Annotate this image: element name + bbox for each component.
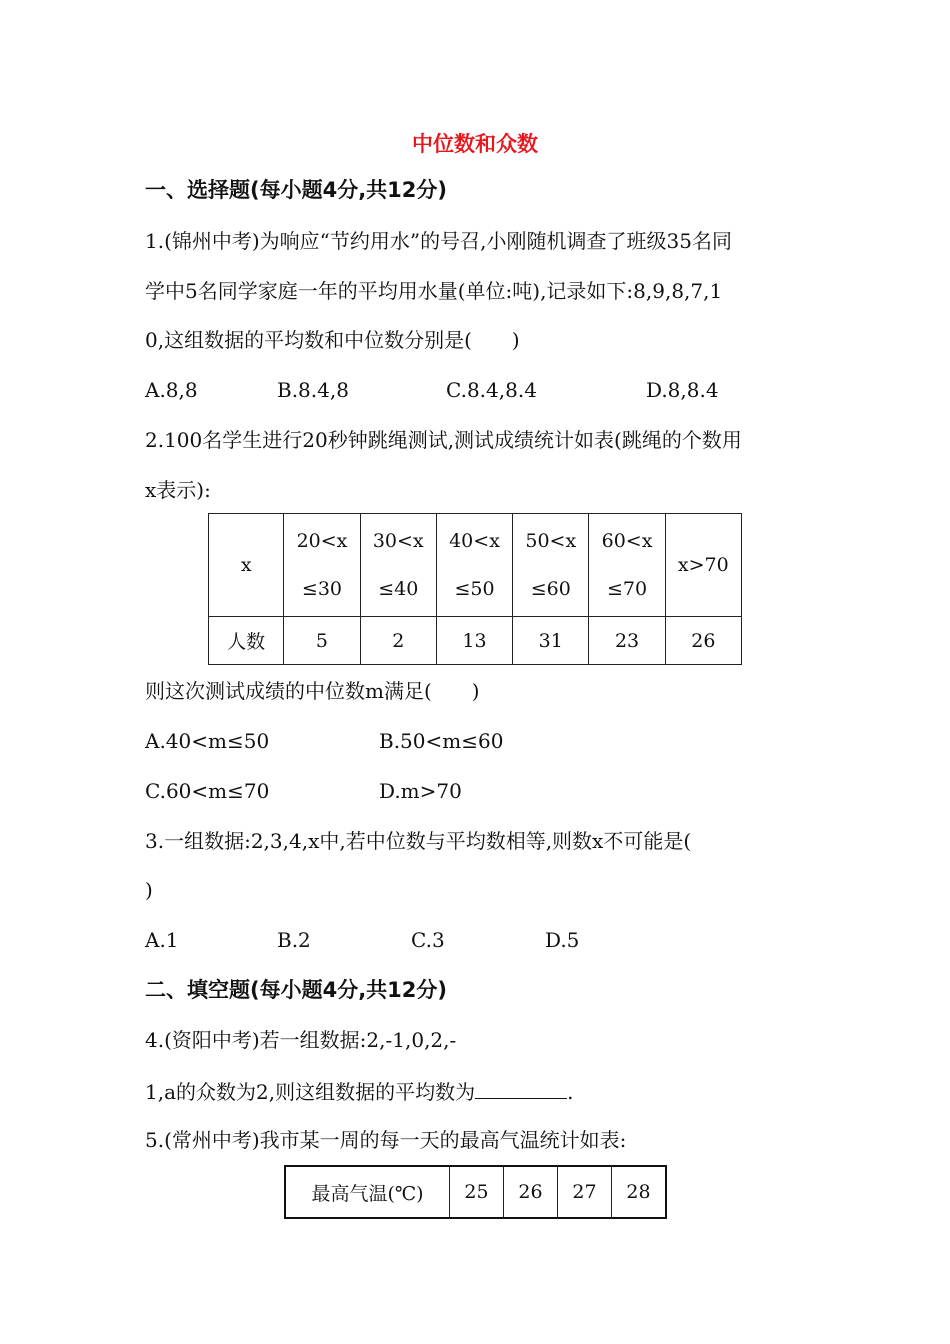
question-3-line-2: ) — [145, 878, 153, 902]
page-title: 中位数和众数 — [412, 132, 538, 156]
table-cell: 13 — [436, 617, 512, 665]
question-3-option-c: C.3 — [411, 928, 445, 952]
question-1-line-1: 1.(锦州中考)为响应“节约用水”的号召,小刚随机调查了班级35名同 — [145, 229, 732, 253]
question-1-option-a: A.8,8 — [145, 378, 198, 402]
table-cell: x — [209, 514, 284, 617]
table-row — [209, 617, 742, 665]
question-1-option-c: C.8.4,8.4 — [446, 378, 537, 402]
question-1-option-d: D.8,8.4 — [646, 378, 719, 402]
table-cell: 人数 — [209, 617, 284, 665]
section-heading-choice: 一、选择题(每小题4分,共12分) — [145, 178, 448, 202]
question-2-option-d: D.m>70 — [379, 779, 462, 803]
table-cell: 23 — [589, 617, 665, 665]
table-cell: 26 — [504, 1166, 558, 1218]
table-cell: 31 — [513, 617, 589, 665]
question-4-line-2: 1,a的众数为2,则这组数据的平均数为 . — [145, 1080, 574, 1104]
question-2-option-b: B.50<m≤60 — [379, 729, 504, 753]
table-cell: 20<x ≤30 — [284, 514, 360, 617]
question-1-option-b: B.8.4,8 — [277, 378, 349, 402]
max-temperature-table — [284, 1165, 667, 1219]
question-2-prompt: 则这次测试成绩的中位数m满足( ) — [145, 679, 480, 703]
question-2-option-c: C.60<m≤70 — [145, 779, 270, 803]
table-cell: 27 — [558, 1166, 612, 1218]
table-cell: 60<x ≤70 — [589, 514, 665, 617]
answer-blank[interactable] — [475, 1080, 567, 1099]
question-2-line-1: 2.100名学生进行20秒钟跳绳测试,测试成绩统计如表(跳绳的个数用 — [145, 428, 742, 452]
question-1-line-3: 0,这组数据的平均数和中位数分别是( ) — [145, 328, 520, 352]
table-cell: 30<x ≤40 — [360, 514, 436, 617]
question-3-line-1: 3.一组数据:2,3,4,x中,若中位数与平均数相等,则数x不可能是( — [145, 829, 692, 853]
question-5-line-1: 5.(常州中考)我市某一周的每一天的最高气温统计如表: — [145, 1128, 627, 1152]
table-cell: 40<x ≤50 — [436, 514, 512, 617]
table-cell: 26 — [665, 617, 741, 665]
question-2-option-a: A.40<m≤50 — [145, 729, 270, 753]
question-3-option-d: D.5 — [545, 928, 580, 952]
question-1-line-2: 学中5名同学家庭一年的平均用水量(单位:吨),记录如下:8,9,8,7,1 — [145, 279, 723, 303]
table-cell: 5 — [284, 617, 360, 665]
table-cell: 50<x ≤60 — [513, 514, 589, 617]
question-3-option-b: B.2 — [277, 928, 311, 952]
table-row — [285, 1166, 666, 1218]
question-4-line-1: 4.(资阳中考)若一组数据:2,-1,0,2,- — [145, 1028, 457, 1052]
table-cell: 最高气温(℃) — [285, 1166, 450, 1218]
table-row — [209, 514, 742, 617]
table-cell: 25 — [450, 1166, 504, 1218]
section-heading-fill: 二、填空题(每小题4分,共12分) — [145, 978, 448, 1002]
jump-rope-score-table — [208, 513, 742, 665]
question-3-option-a: A.1 — [145, 928, 179, 952]
table-cell: 28 — [612, 1166, 667, 1218]
table-cell: x>70 — [665, 514, 741, 617]
table-cell: 2 — [360, 617, 436, 665]
question-2-line-2: x表示): — [145, 478, 211, 502]
